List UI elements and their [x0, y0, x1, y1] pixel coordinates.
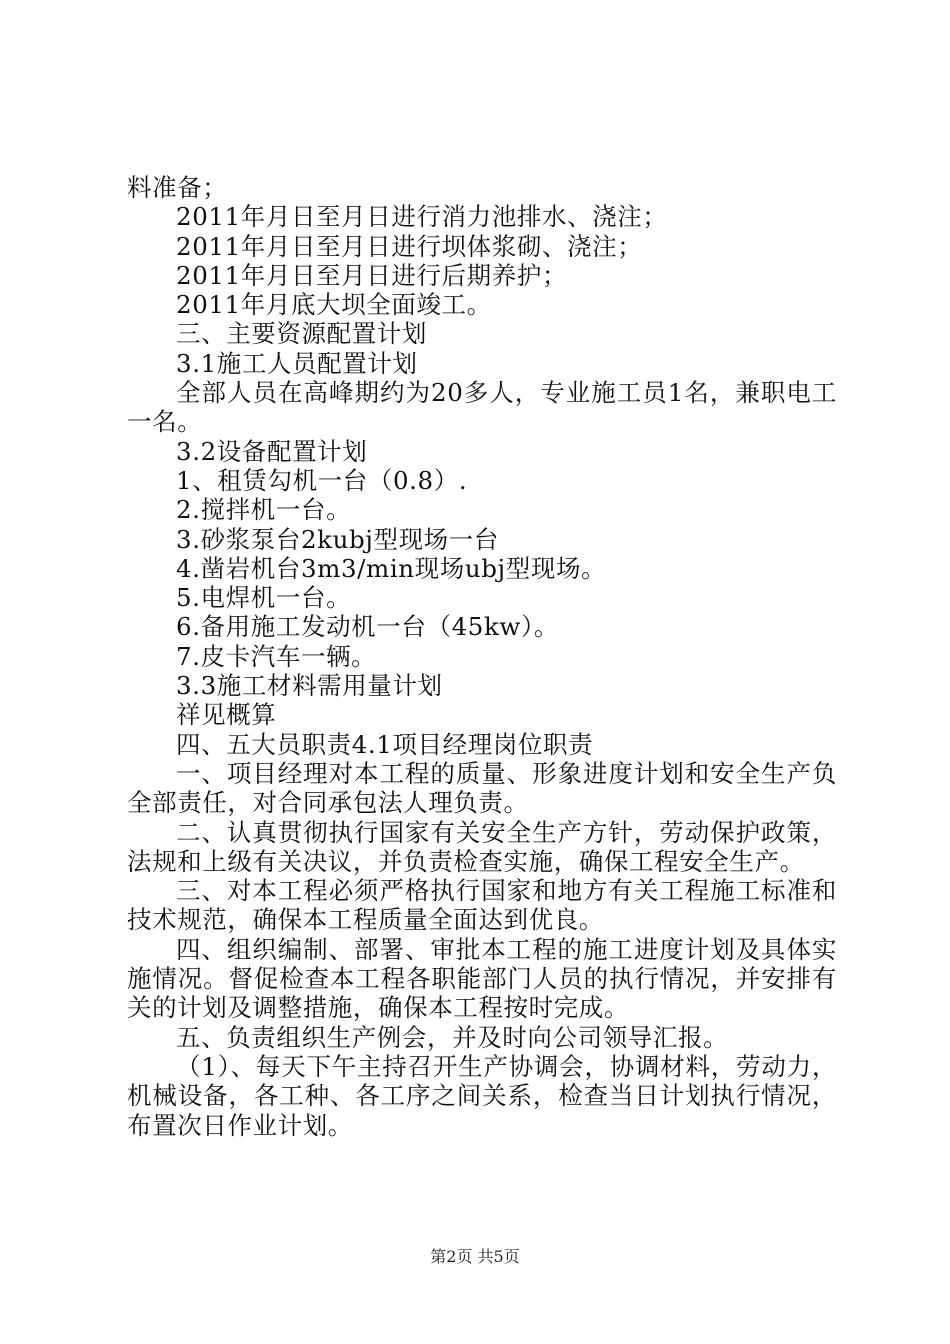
- paragraph: 四、组织编制、部署、审批本工程的施工进度计划及具体实施情况。督促检查本工程各职能部门人员的执行情况，并安排有关的计划及调整措施，确保本工程按时完成。: [127, 934, 837, 1023]
- list-item: 2.搅拌机一台。: [176, 495, 352, 525]
- list-item: 1、租赁勾机一台（0.8）.: [176, 465, 468, 495]
- paragraph: 三、对本工程必须严格执行国家和地方有关工程施工标准和技术规范，确保本工程质量全面达到优良。: [127, 876, 837, 935]
- paragraph: 2011年月日至月日进行后期养护；: [176, 260, 568, 290]
- page-number-label: 第2页 共5页: [430, 1247, 520, 1266]
- paragraph: 料准备；: [127, 173, 228, 202]
- subsection-heading: 3.2设备配置计划: [176, 436, 368, 466]
- list-item: 5.电焊机一台。: [176, 583, 352, 613]
- paragraph: 2011年月日至月日进行消力池排水、浇注；: [176, 202, 668, 232]
- paragraph: （1）、每天下午主持召开生产协调会，协调材料，劳动力，机械设备，各工种、各工序之间关系，检查当日计划执行情况，布置次日作业计划。: [127, 1051, 837, 1140]
- paragraph: 祥见概算: [176, 700, 277, 730]
- list-item: 7.皮卡汽车一辆。: [176, 641, 377, 671]
- document-body: [127, 173, 837, 1140]
- paragraph: 2011年月底大坝全面竣工。: [176, 290, 492, 320]
- paragraph: 二、认真贯彻执行国家有关安全生产方针，劳动保护政策，法规和上级有关决议，并负责检查实施，确保工程安全生产。: [127, 817, 837, 876]
- paragraph: 全部人员在高峰期约为20多人，专业施工员1名，兼职电工一名。: [127, 378, 837, 437]
- list-item: 6.备用施工发动机一台（45kw）。: [176, 612, 559, 642]
- subsection-heading: 3.1施工人员配置计划: [176, 348, 418, 378]
- list-item: 3.砂浆泵台2kubj型现场一台: [176, 524, 499, 554]
- paragraph: 五、负责组织生产例会，并及时向公司领导汇报。: [176, 1022, 729, 1052]
- paragraph: 一、项目经理对本工程的质量、形象进度计划和安全生产负全部责任，对合同承包法人理负责。: [127, 758, 837, 818]
- page-footer: [0, 1244, 950, 1267]
- section-heading: 四、五大员职责4.1项目经理岗位职责: [176, 729, 594, 759]
- subsection-heading: 3.3施工材料需用量计划: [176, 671, 443, 701]
- section-heading: 三、主要资源配置计划: [176, 319, 427, 349]
- list-item: 4.凿岩机台3m3/min现场ubj型现场。: [176, 553, 607, 583]
- paragraph: 2011年月日至月日进行坝体浆砌、浇注；: [176, 231, 643, 261]
